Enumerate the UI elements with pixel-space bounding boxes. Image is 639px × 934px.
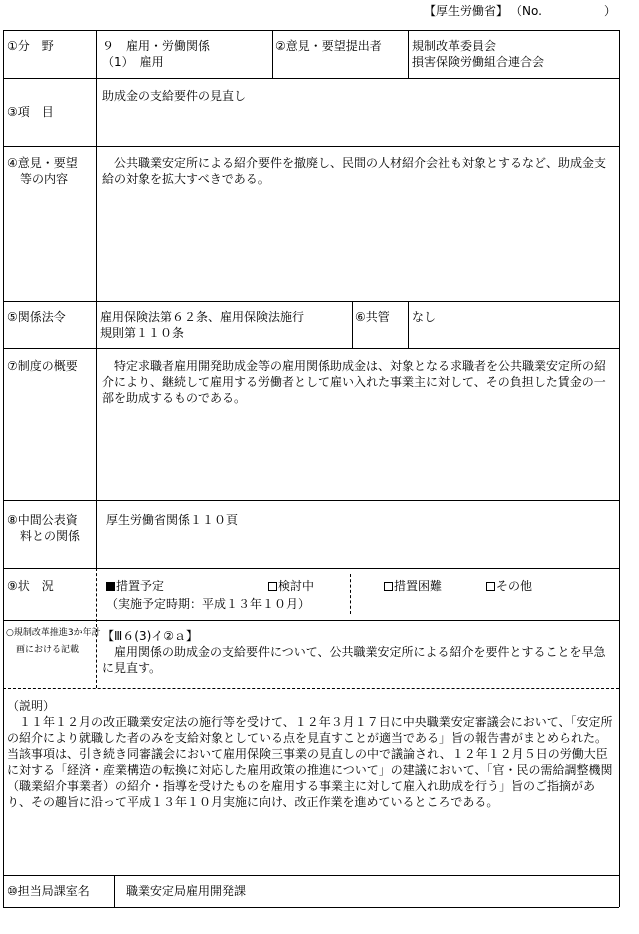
status-option-planned[interactable]: 措置予定 — [106, 578, 164, 594]
field-value-line1: ９ 雇用・労働関係 — [102, 39, 211, 53]
plan-reference: 【Ⅲ６(3)イ②ａ】 — [102, 629, 199, 643]
opinion-label-line1: ④意見・要望 — [7, 156, 78, 170]
checkbox-icon — [268, 582, 277, 591]
status-schedule: （実施予定時期：平成１３年１０月） — [106, 597, 311, 611]
interim-label-line2: 料との関係 — [20, 529, 81, 543]
status-option-reviewing[interactable]: 検討中 — [268, 578, 314, 594]
explanation-heading: （説明） — [7, 699, 56, 713]
submitter-line1: 規制改革委員会 — [412, 39, 497, 53]
submitter-line2: 損害保険労働組合連合会 — [412, 55, 545, 69]
system-label: ⑦制度の概要 — [7, 359, 78, 373]
checkbox-icon — [384, 582, 393, 591]
office-label: ⑩担当局課室名 — [7, 884, 90, 898]
plan-label-line1: ○規制改革推進3か年計 — [6, 628, 101, 638]
law-label: ⑤関係法令 — [7, 310, 66, 324]
opinion-text: 公共職業安定所による紹介要件を撤廃し、民間の人材紹介会社も対象とするなど、助成金支給の対象を拡大すべきである。 — [102, 156, 607, 186]
number-label: （No. — [510, 4, 542, 18]
interim-label-line1: ⑧中間公表資 — [7, 513, 78, 527]
plan-label-line2: 画における記載 — [16, 645, 80, 655]
field-value-line2: （1） 雇用 — [102, 55, 164, 69]
submitter-label: ②意見・要望提出者 — [275, 39, 382, 53]
explanation-text: １１年１２月の改正職業安定法の施行等を受けて、１２年３月１７日に中央職業安定審議会において、「安定所の紹介により就職した者のみを支給対象としている点を見直すことが適当である」旨の報告書がまとめられた。当該事項は、引き続き同審議会において雇用保険三事業の見直しの中で議論され、１２年１２月５日の労働大臣に対する「経済・産業構造の転換に対応した雇用政策の推進について」の建議において、「官・民の需給調整機関（職業紹介事業者）の紹介・指導を受けたものを雇用する事業主に対して雇入れ助成を行う」旨のご指摘があり、その趣旨に沿って平成１３年１０月実施に向け、改正作業を進めているところである。 — [7, 715, 613, 809]
item-label: ③項 目 — [7, 105, 54, 119]
law-value-line2: 規則第１１０条 — [100, 326, 185, 340]
opinion-label-line2: 等の内容 — [20, 172, 69, 186]
item-value: 助成金の支給要件の見直し — [102, 89, 247, 103]
law-value-line1: 雇用保険法第６２条、雇用保険法施行 — [100, 310, 305, 324]
system-text: 特定求職者雇用開発助成金等の雇用関係助成金は、対象となる求職者を公共職業安定所の紹介により、継続して雇用する労働者として雇い入れた事業主に対して、その負担した賃金の一部を助成するものである。 — [102, 359, 607, 405]
jurisdiction-label: ⑥共管 — [355, 310, 390, 324]
field-label: ①分 野 — [7, 39, 54, 53]
ministry-label: 【厚生労働省】 — [424, 4, 509, 18]
status-option-other[interactable]: その他 — [486, 578, 532, 594]
number-close: ） — [604, 4, 617, 18]
interim-value: 厚生労働省関係１１０頁 — [106, 513, 239, 527]
status-label: ⑨状 況 — [7, 579, 54, 593]
jurisdiction-value: なし — [412, 310, 437, 324]
checked-box-icon — [106, 582, 115, 591]
status-option-difficult[interactable]: 措置困難 — [384, 578, 442, 594]
plan-text: 雇用関係の助成金の支給要件について、公共職業安定所による紹介を要件とすることを早急に見直す。 — [102, 645, 606, 675]
checkbox-icon — [486, 582, 495, 591]
office-value: 職業安定局雇用開発課 — [126, 884, 247, 898]
